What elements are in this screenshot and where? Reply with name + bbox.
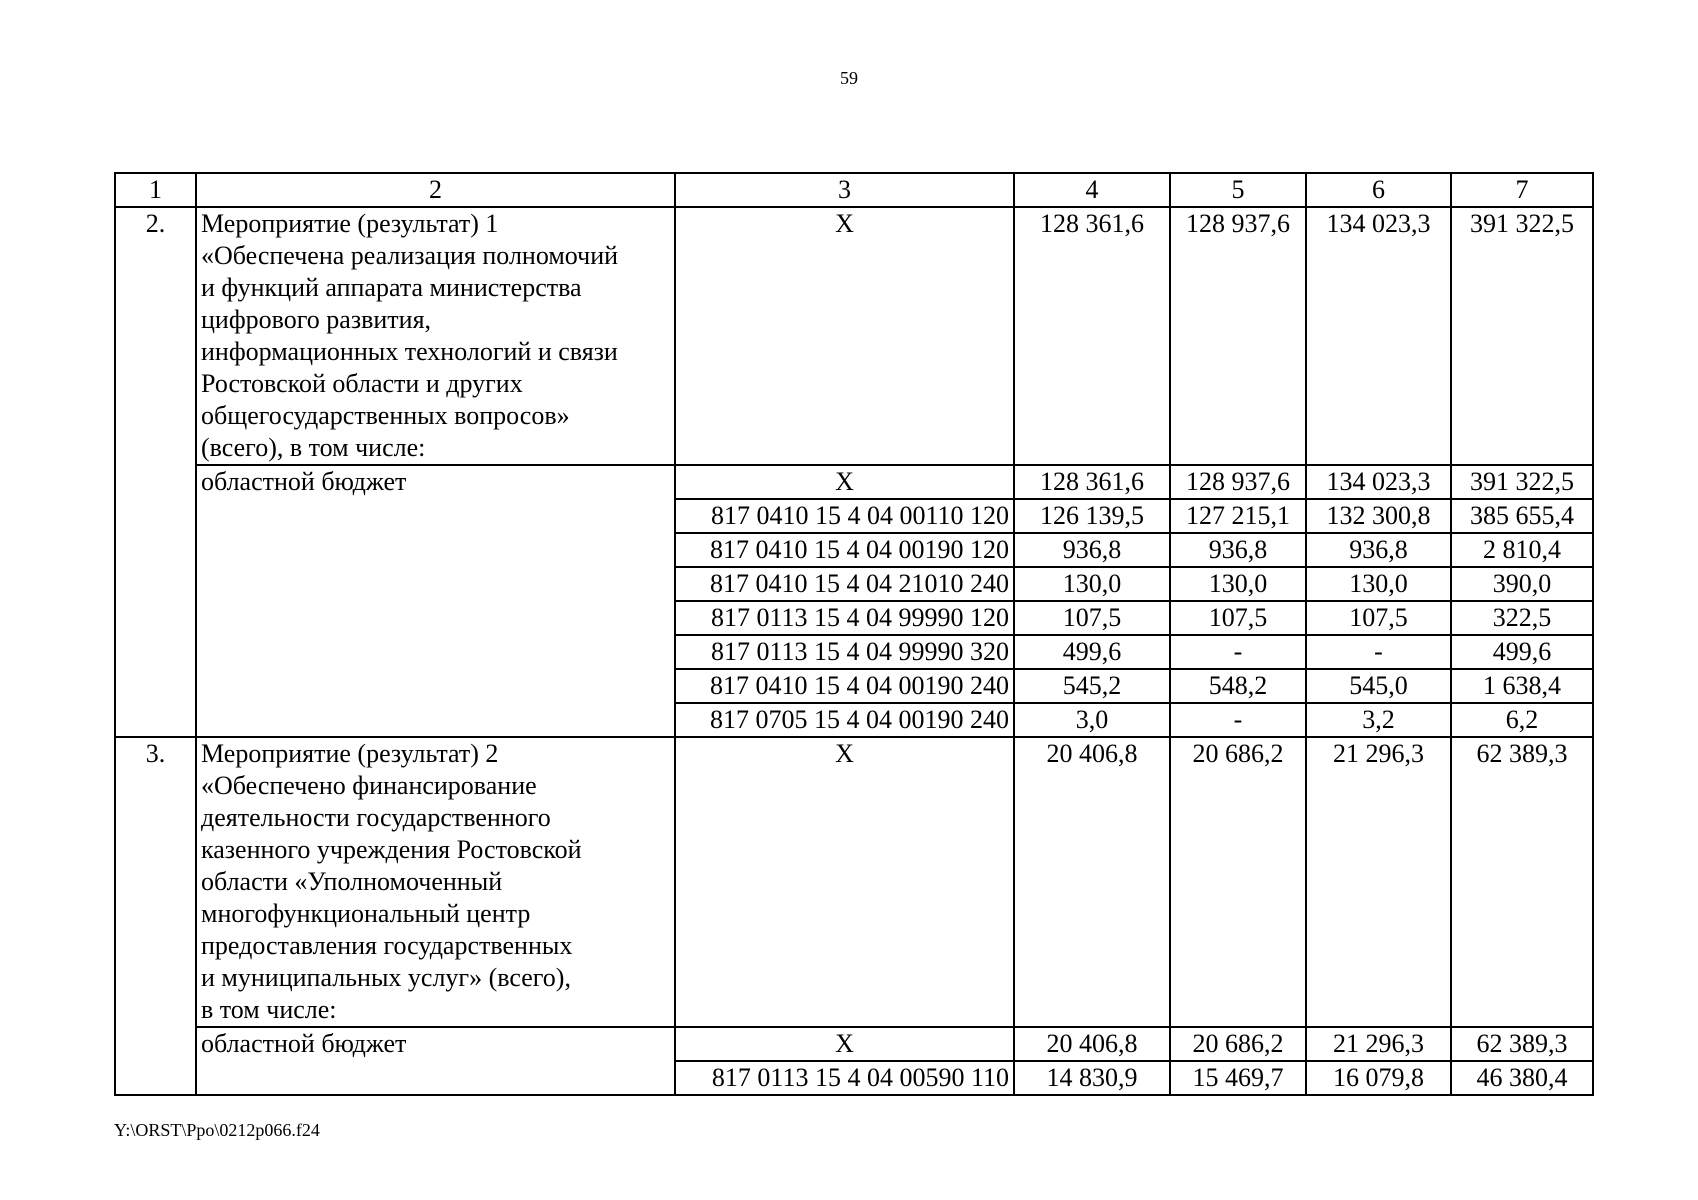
amount-cell: 1 638,4 (1451, 669, 1593, 703)
amount-cell: 134 023,3 (1306, 207, 1451, 465)
budget-code-cell: 817 0410 15 4 04 00190 120 (675, 533, 1014, 567)
amount-cell: 20 406,8 (1014, 737, 1170, 1027)
section-title-line: и функций аппарата министерства (201, 273, 582, 302)
amount-cell: 107,5 (1170, 601, 1306, 635)
budget-code-cell: Х (675, 1027, 1014, 1061)
section-title-line: Ростовской области и других (201, 369, 523, 398)
section-title-line: области «Уполномоченный (201, 867, 503, 896)
amount-cell: 14 830,9 (1014, 1061, 1170, 1095)
budget-code-cell: Х (675, 207, 1014, 465)
amount-cell: 6,2 (1451, 703, 1593, 737)
section-title-line: многофункциональный центр (201, 899, 531, 928)
section-title-line: и муниципальных услуг» (всего), (201, 963, 571, 992)
table-row (115, 1027, 1593, 1061)
amount-cell: 3,0 (1014, 703, 1170, 737)
amount-cell: 128 361,6 (1014, 207, 1170, 465)
budget-code-cell: Х (675, 465, 1014, 499)
section-title-line: деятельности государственного (201, 803, 551, 832)
row-index: 3. (115, 737, 196, 1095)
section-title-line: цифрового развития, (201, 305, 432, 334)
column-header: 2 (196, 173, 675, 207)
amount-cell: 499,6 (1014, 635, 1170, 669)
amount-cell: 2 810,4 (1451, 533, 1593, 567)
budget-code-cell: 817 0410 15 4 04 00190 240 (675, 669, 1014, 703)
section-title-line: предоставления государственных (201, 931, 573, 960)
column-header: 1 (115, 173, 196, 207)
amount-cell: 128 937,6 (1170, 465, 1306, 499)
amount-cell: 391 322,5 (1451, 207, 1593, 465)
amount-cell: 390,0 (1451, 567, 1593, 601)
amount-cell: 548,2 (1170, 669, 1306, 703)
amount-cell: 3,2 (1306, 703, 1451, 737)
amount-cell: - (1170, 703, 1306, 737)
section-title-line: казенного учреждения Ростовской (201, 835, 582, 864)
amount-cell: 46 380,4 (1451, 1061, 1593, 1095)
section-title-line: «Обеспечено финансирование (201, 771, 537, 800)
amount-cell: 499,6 (1451, 635, 1593, 669)
section-title (196, 207, 675, 465)
amount-cell: 126 139,5 (1014, 499, 1170, 533)
section-title-line: (всего), в том числе: (201, 433, 426, 462)
section-title-line: Мероприятие (результат) 1 (201, 209, 499, 238)
section-title-line: информационных технологий и связи (201, 337, 618, 366)
amount-cell: 15 469,7 (1170, 1061, 1306, 1095)
budget-code-cell: Х (675, 737, 1014, 1027)
table-row (115, 465, 1593, 499)
column-header: 5 (1170, 173, 1306, 207)
amount-cell: 16 079,8 (1306, 1061, 1451, 1095)
amount-cell: 128 937,6 (1170, 207, 1306, 465)
amount-cell: 322,5 (1451, 601, 1593, 635)
column-header: 6 (1306, 173, 1451, 207)
amount-cell: - (1170, 635, 1306, 669)
amount-cell: 127 215,1 (1170, 499, 1306, 533)
amount-cell: 132 300,8 (1306, 499, 1451, 533)
funding-source-label: областной бюджет (196, 1027, 675, 1095)
amount-cell: 385 655,4 (1451, 499, 1593, 533)
page-number: 59 (840, 68, 858, 88)
section-title-line: Мероприятие (результат) 2 (201, 739, 499, 768)
section-title-line: «Обеспечена реализация полномочий (201, 241, 619, 270)
amount-cell: 134 023,3 (1306, 465, 1451, 499)
amount-cell: 936,8 (1170, 533, 1306, 567)
amount-cell: 20 686,2 (1170, 737, 1306, 1027)
amount-cell: 391 322,5 (1451, 465, 1593, 499)
column-header: 3 (675, 173, 1014, 207)
amount-cell: 130,0 (1306, 567, 1451, 601)
row-index: 2. (115, 207, 196, 737)
budget-code-cell: 817 0410 15 4 04 00110 120 (675, 499, 1014, 533)
amount-cell: 20 406,8 (1014, 1027, 1170, 1061)
section-title-line: в том числе: (201, 995, 337, 1024)
amount-cell: 128 361,6 (1014, 465, 1170, 499)
amount-cell: 936,8 (1306, 533, 1451, 567)
amount-cell: 21 296,3 (1306, 1027, 1451, 1061)
amount-cell: 936,8 (1014, 533, 1170, 567)
amount-cell: 62 389,3 (1451, 737, 1593, 1027)
funding-source-label: областной бюджет (196, 465, 675, 737)
amount-cell: 107,5 (1306, 601, 1451, 635)
section-title (196, 737, 675, 1027)
amount-cell: 545,2 (1014, 669, 1170, 703)
section-total-row (115, 207, 1593, 465)
amount-cell: 545,0 (1306, 669, 1451, 703)
file-path-footer: Y:\ORST\Ppo\0212p066.f24 (114, 1120, 320, 1140)
column-header: 4 (1014, 173, 1170, 207)
amount-cell: - (1306, 635, 1451, 669)
column-header: 7 (1451, 173, 1593, 207)
amount-cell: 130,0 (1014, 567, 1170, 601)
amount-cell: 107,5 (1014, 601, 1170, 635)
budget-code-cell: 817 0705 15 4 04 00190 240 (675, 703, 1014, 737)
budget-code-cell: 817 0113 15 4 04 99990 120 (675, 601, 1014, 635)
budget-code-cell: 817 0113 15 4 04 99990 320 (675, 635, 1014, 669)
amount-cell: 62 389,3 (1451, 1027, 1593, 1061)
section-title-line: общегосударственных вопросов» (201, 401, 570, 430)
section-total-row (115, 737, 1593, 1027)
budget-code-cell: 817 0113 15 4 04 00590 110 (675, 1061, 1014, 1095)
budget-code-cell: 817 0410 15 4 04 21010 240 (675, 567, 1014, 601)
amount-cell: 130,0 (1170, 567, 1306, 601)
table-header-row (115, 173, 1593, 207)
amount-cell: 20 686,2 (1170, 1027, 1306, 1061)
amount-cell: 21 296,3 (1306, 737, 1451, 1027)
budget-table (114, 172, 1594, 1096)
